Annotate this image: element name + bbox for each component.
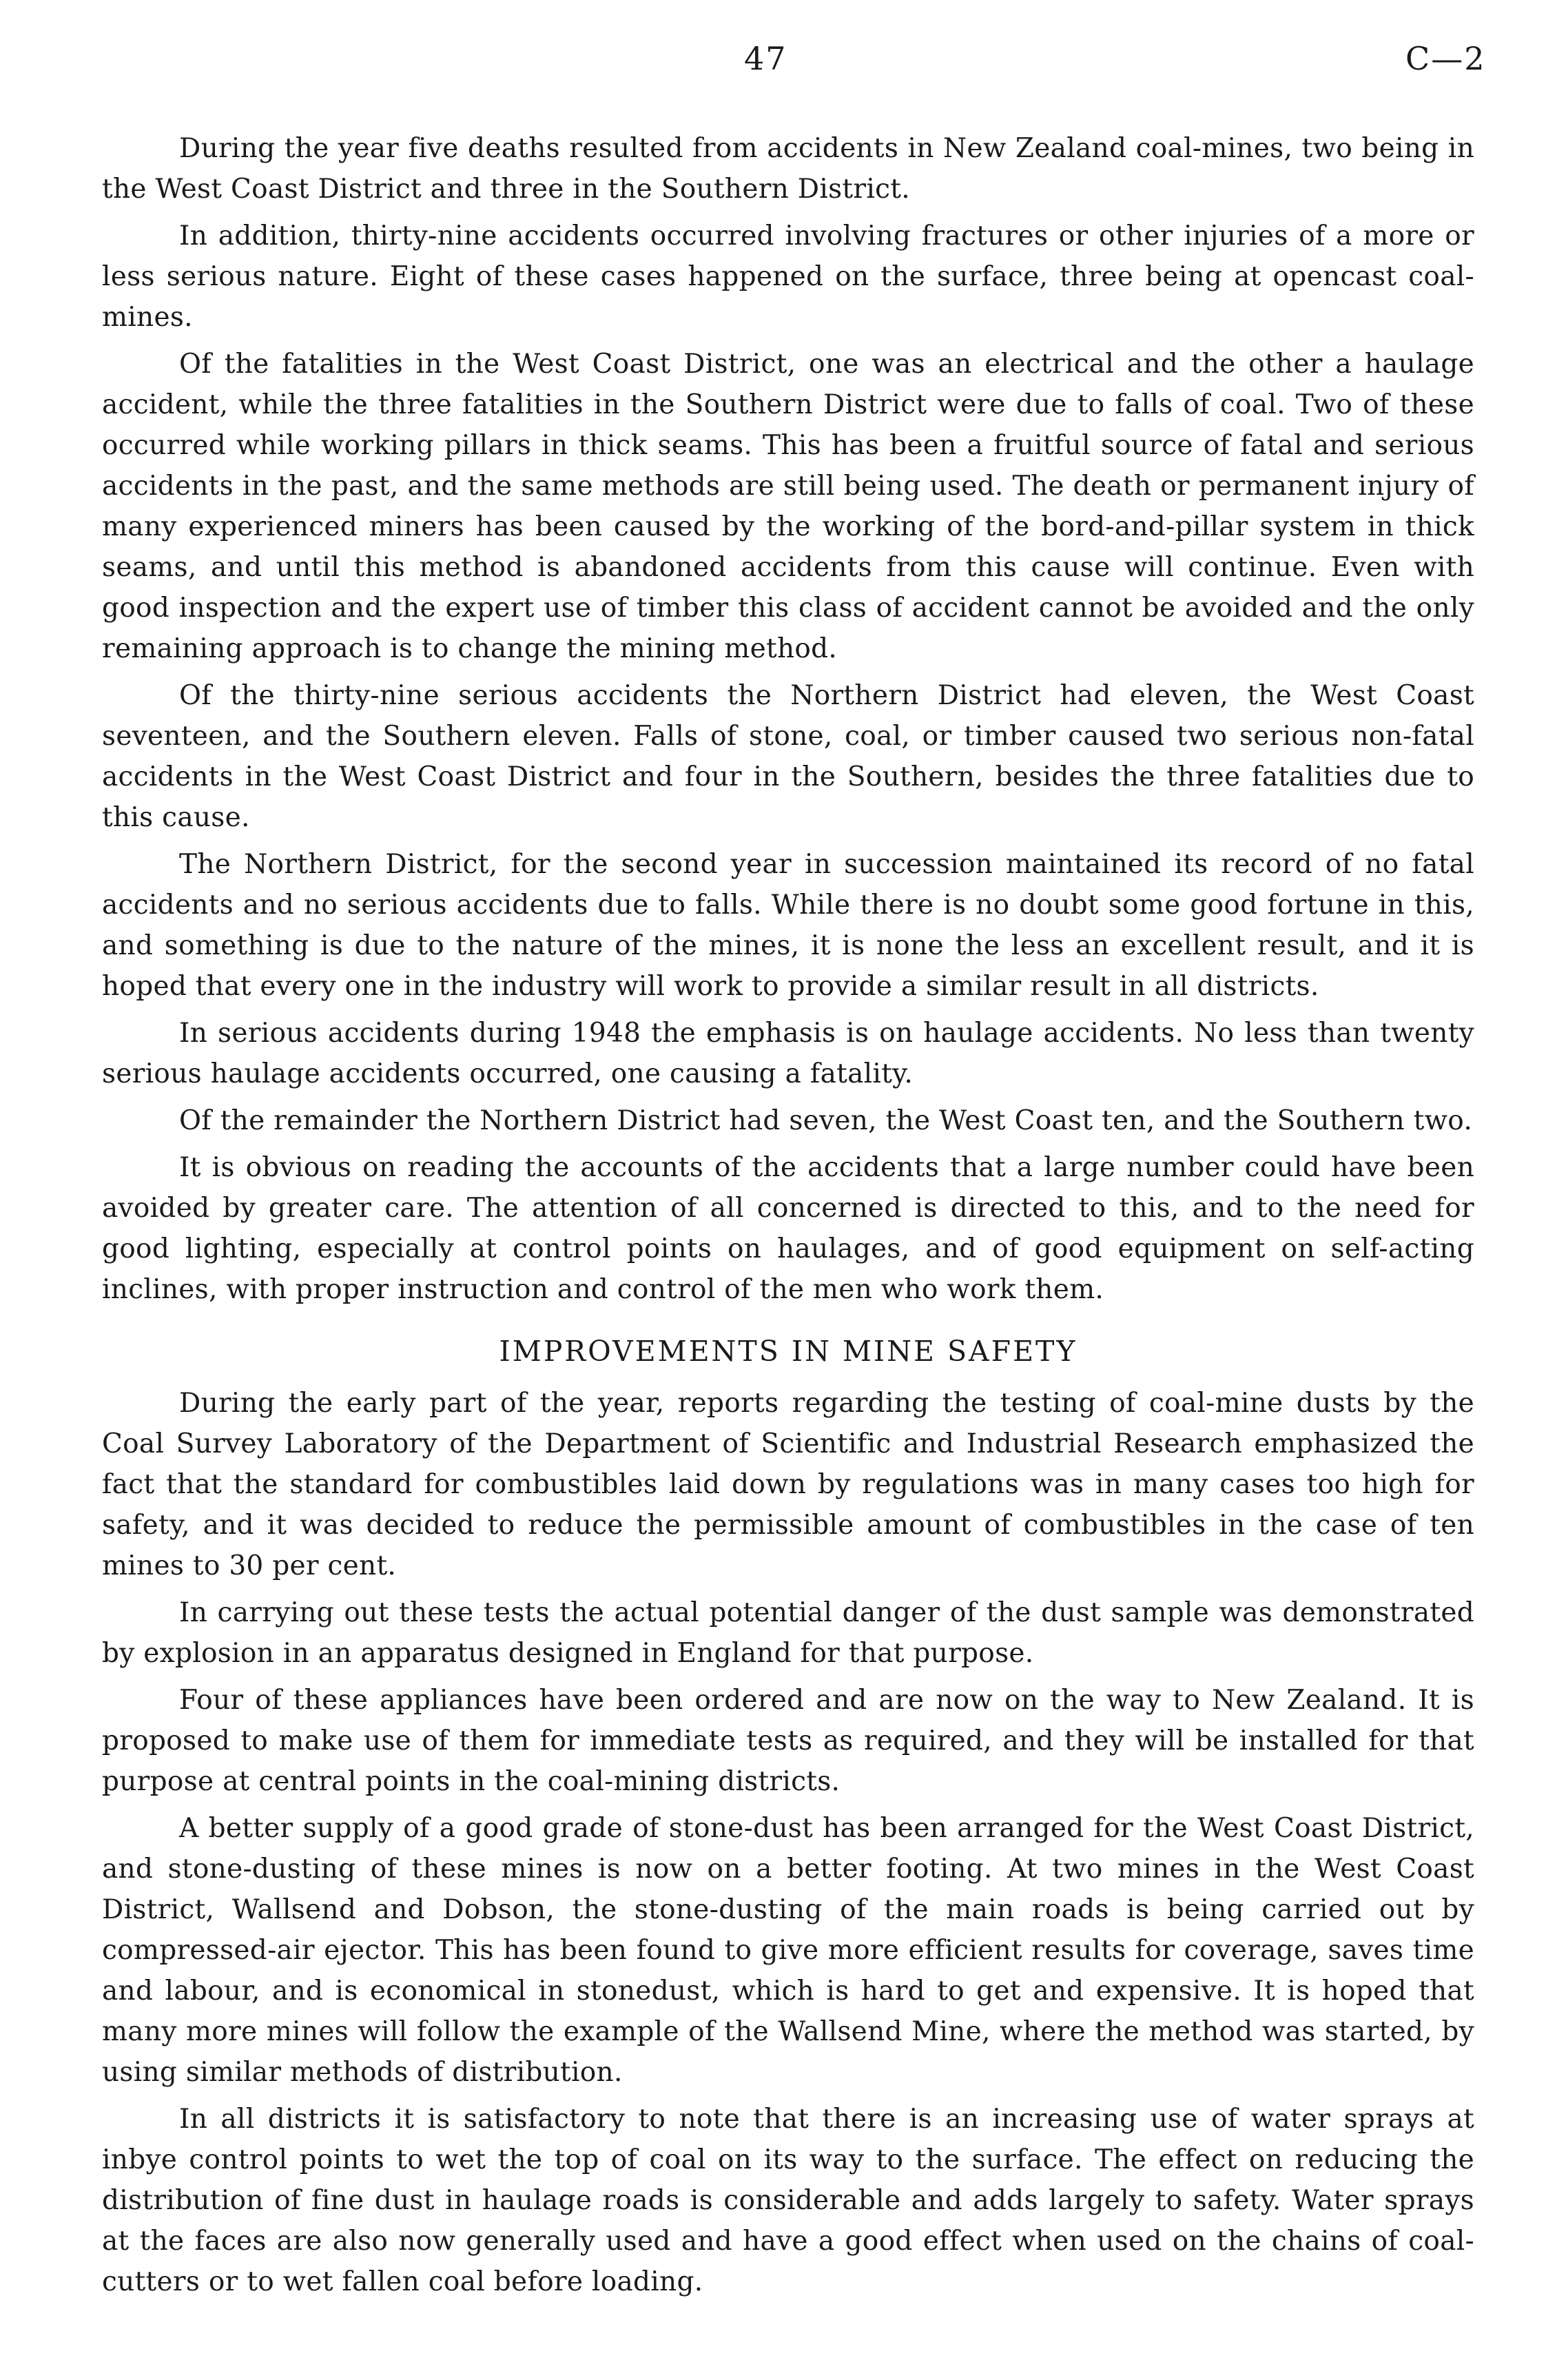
paragraph: It is obvious on reading the accounts of the accidents that a large number could have been avoided by greater care. The attention of all concerned is directed to this, and to the need for good lighting, especially at control points on haulages, and of good equipment on self-acting inclines, with proper instruction and control of the men who work them. <box>102 1152 1474 1305</box>
paragraph: During the early part of the year, reports regarding the testing of coal-mine dusts by the Coal Survey Laboratory of the Department of Scientific and Industrial Research emphasized the fact that the standard for combustibles laid down by regulations was in many cases too high for safety, and it was decided to reduce the permissible amount of combustibles in the case of ten mines to 30 per cent. <box>102 1388 1474 1581</box>
page-number: 47 <box>744 40 787 77</box>
paragraph: The Northern District, for the second year in succession maintained its record of no fatal accidents and no serious accidents due to falls. While there is no doubt some good fortune in this, and something is due to the nature of the mines, it is none the less an excellent result, and it is hoped that every one in the industry will work to provide a similar result in all districts. <box>102 849 1474 1002</box>
section-accidents <box>102 128 1474 1310</box>
paragraph: A better supply of a good grade of stone-dust has been arranged for the West Coast District, and stone-dusting of these mines is now on a better footing. At two mines in the West Coast District, Wallsend and Dobson, the stone-dusting of the main roads is being carried out by compressed-air ejector. This has been found to give more efficient results for coverage, saves time and labour, and is economical in stonedust, which is hard to get and expensive. It is hoped that many more mines will follow the example of the Wallsend Mine, where the method was started, by using similar methods of distribution. <box>102 1813 1474 2088</box>
section-heading: IMPROVEMENTS IN MINE SAFETY <box>499 1335 1078 1368</box>
paragraph: In all districts it is satisfactory to note that there is an increasing use of water sprays at inbye control points to wet the top of coal on its way to the surface. The effect on reducing the distribution of fine dust in haulage roads is considerable and adds largely to safety. Water sprays at the faces are also now generally used and have a good effect when used on the chains of coal-cutters or to wet fallen coal before loading. <box>102 2104 1474 2297</box>
paragraph: In addition, thirty-nine accidents occurred involving fractures or other injuries of a more or less serious nature. Eight of these cases happened on the surface, three being at opencast coal-mines. <box>102 220 1474 333</box>
document-body <box>102 128 1474 2308</box>
section-improvements-in-mine-safety <box>102 1335 1474 2302</box>
paragraph: Four of these appliances have been ordered and are now on the way to New Zealand. It is proposed to make use of them for immediate tests as required, and they will be installed for that purpose at central points in the coal-mining districts. <box>102 1685 1474 1797</box>
paragraph: Of the remainder the Northern District had seven, the West Coast ten, and the Southern two. <box>179 1105 1473 1136</box>
paper-code: C—2 <box>1405 40 1486 77</box>
paragraph: Of the thirty-nine serious accidents the Northern District had eleven, the West Coast seventeen, and the Southern eleven. Falls of stone, coal, or timber caused two serious non-fatal accidents in the West Coast District and four in the Southern, besides the three fatalities due to this cause. <box>102 680 1474 833</box>
paragraph: During the year five deaths resulted from accidents in New Zealand coal-mines, two being in the West Coast District and three in the Southern District. <box>102 133 1474 205</box>
paragraph: In serious accidents during 1948 the emphasis is on haulage accidents. No less than twenty serious haulage accidents occurred, one causing a fatality. <box>102 1018 1474 1089</box>
paragraph: Of the fatalities in the West Coast District, one was an electrical and the other a haulage accident, while the three fatalities in the Southern District were due to falls of coal. Two of these occurred while working pillars in thick seams. This has been a fruitful source of fatal and serious accidents in the past, and the same methods are still being used. The death or permanent injury of many experienced miners has been caused by the working of the bord-and-pillar system in thick seams, and until this method is abandoned accidents from this cause will continue. Even with good inspection and the expert use of timber this class of accident cannot be avoided and the only remaining approach is to change the mining method. <box>102 349 1474 664</box>
paragraph: In carrying out these tests the actual potential danger of the dust sample was demonstrated by explosion in an apparatus designed in England for that purpose. <box>102 1597 1474 1669</box>
